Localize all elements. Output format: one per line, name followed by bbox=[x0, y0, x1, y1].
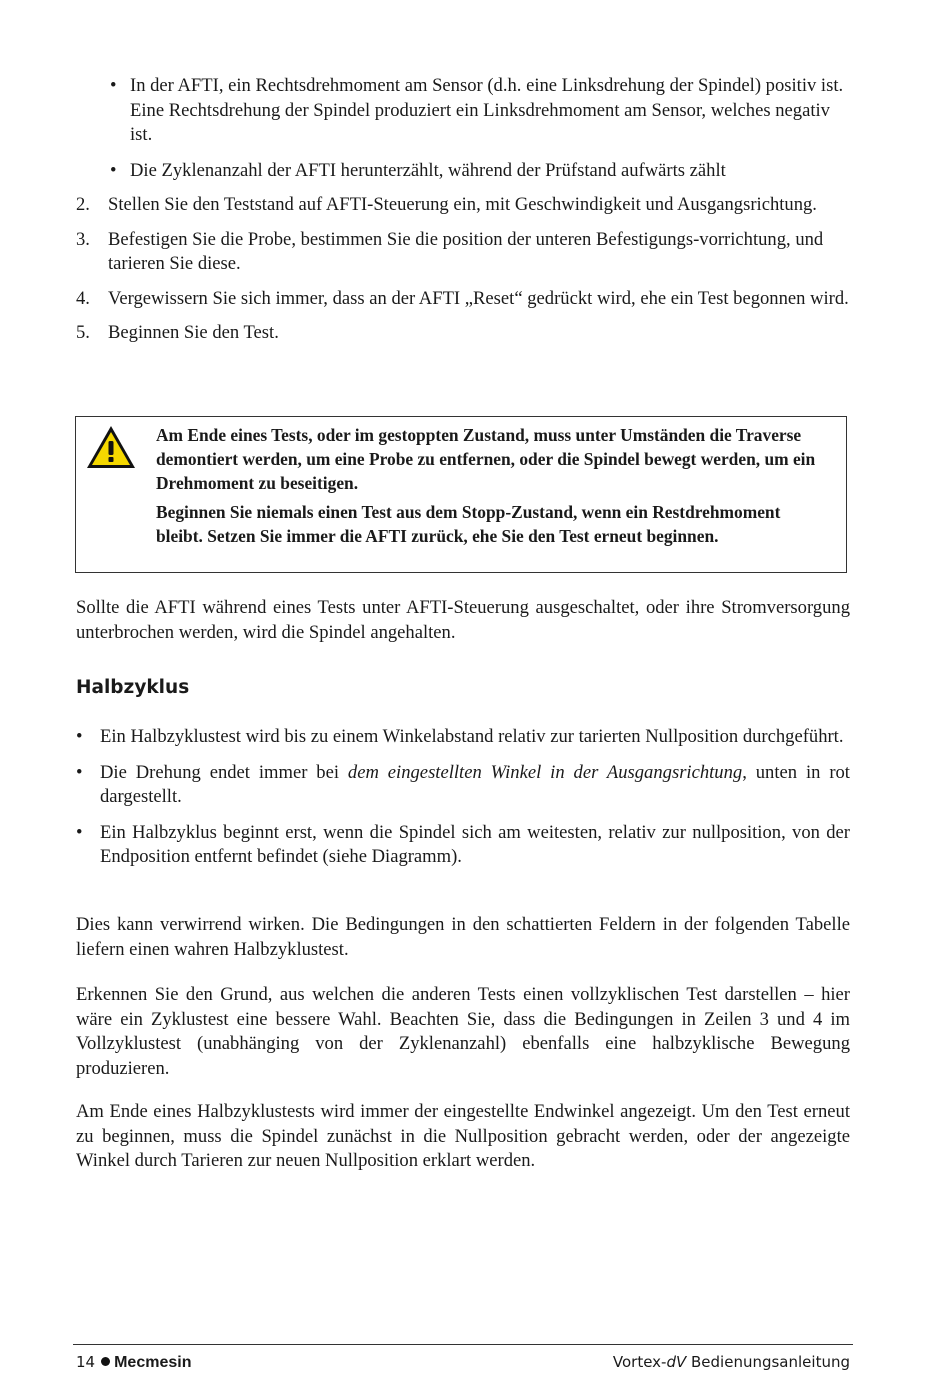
list-item-text: Die Drehung endet immer bei bbox=[100, 761, 348, 783]
warning-box bbox=[75, 416, 847, 573]
procedure-steps bbox=[76, 193, 850, 356]
warning-paragraph: Beginnen Sie niemals einen Test aus dem Stopp-Zustand, wenn ein Restdrehmoment bleibt. Setzen Sie immer die AFTI zurück, ehe Sie den Test erneut beginnen. bbox=[156, 502, 781, 546]
footer-divider bbox=[73, 1344, 853, 1345]
afti-power-paragraph: Sollte die AFTI während eines Tests unter AFTI-Steuerung ausgeschaltet, oder ihre Stromversorgung unterbrochen werden, wird die Spindel angehalten. bbox=[76, 597, 850, 643]
list-item-text: , unten in rot dargestellt. bbox=[100, 761, 850, 807]
step-item bbox=[76, 287, 850, 312]
warning-text bbox=[156, 423, 828, 553]
title-model: dV bbox=[666, 1353, 687, 1371]
step-text: Befestigen Sie die Probe, bestimmen Sie die position der unteren Befestigungs-vorrichtung, und tarieren Sie diese. bbox=[108, 228, 824, 274]
end-paragraph: Am Ende eines Halbzyklustests wird immer der eingestellte Endwinkel angezeigt. Um den Test erneut zu beginnen, muss die Spindel zunächst in die Nullposition gebracht werden, oder der angezeigte Winkel durch Tarieren zur neuen Nullposition erklart werden. bbox=[76, 1101, 850, 1171]
list-item: • Ein Halbzyklus beginnt erst, wenn die Spindel sich am weitesten, relativ zur nullposition, von der Endposition entfernt befindet (siehe Diagramm). bbox=[76, 821, 850, 870]
step-text: Stellen Sie den Teststand auf AFTI-Steuerung ein, mit Geschwindigkeit und Ausgangsrichtung. bbox=[108, 194, 817, 215]
list-item: • Die Zyklenanzahl der AFTI herunterzählt, während der Prüfstand aufwärts zählt bbox=[110, 159, 850, 184]
title-prefix: Vortex- bbox=[612, 1353, 667, 1371]
reason-paragraph: Erkennen Sie den Grund, aus welchen die anderen Tests einen vollzyklischen Test darstellen – hier wäre ein Zyklustest eine bessere Wahl. Beachten Sie, dass die Bedingungen in Zeilen 3 und 4 im Vollzyklustest (unabhänging von der Zyklenanzahl) ebenfalls eine halbzyklische Bewegung produzieren. bbox=[76, 984, 850, 1079]
step-number: 5. bbox=[76, 322, 90, 343]
step-number: 4. bbox=[76, 287, 90, 309]
step-text: Vergewissern Sie sich immer, dass an der AFTI „Reset“ gedrückt wird, ehe ein Test begonnen wird. bbox=[108, 287, 849, 309]
step-item bbox=[76, 321, 850, 346]
list-item bbox=[76, 761, 850, 810]
document-title bbox=[613, 1351, 850, 1373]
confusion-paragraph: Dies kann verwirrend wirken. Die Bedingungen in den schattierten Feldern in der folgenden Tabelle liefern einen wahren Halbzyklustest. bbox=[76, 914, 850, 960]
afti-notes-list bbox=[110, 74, 850, 194]
list-item: • Ein Halbzyklustest wird bis zu einem Winkelabstand relativ zur tarierten Nullposition durchgeführt. bbox=[76, 725, 850, 750]
bullet-dot-icon bbox=[101, 1357, 110, 1366]
section-heading: Halbzyklus bbox=[76, 677, 190, 698]
warning-triangle-icon bbox=[85, 424, 137, 470]
half-cycle-list bbox=[76, 725, 850, 881]
page-number: 14 bbox=[76, 1353, 96, 1371]
step-number: 2. bbox=[76, 194, 90, 215]
step-number: 3. bbox=[76, 228, 90, 250]
emphasis-text: dem eingestellten Winkel in der Ausgangsrichtung bbox=[347, 761, 743, 783]
step-text: Beginnen Sie den Test. bbox=[108, 322, 279, 343]
step-item bbox=[76, 228, 850, 277]
warning-paragraph: Am Ende eines Tests, oder im gestoppten Zustand, muss unter Umständen die Traverse demontiert werden, um eine Probe zu entfernen, oder die Spindel bewegt werden, um ein Drehmoment zu beseitigen. bbox=[156, 425, 816, 493]
list-item: • In der AFTI, ein Rechtsdrehmoment am Sensor (d.h. eine Linksdrehung der Spindel) positiv ist. Eine Rechtsdrehung der Spindel produziert ein Linksdrehmoment am Sensor, welches negativ ist. bbox=[110, 74, 850, 148]
step-item bbox=[76, 193, 850, 218]
brand-name: Mecmesin bbox=[114, 1354, 192, 1371]
footer-left bbox=[76, 1351, 191, 1374]
title-suffix: Bedienungsanleitung bbox=[686, 1353, 850, 1371]
